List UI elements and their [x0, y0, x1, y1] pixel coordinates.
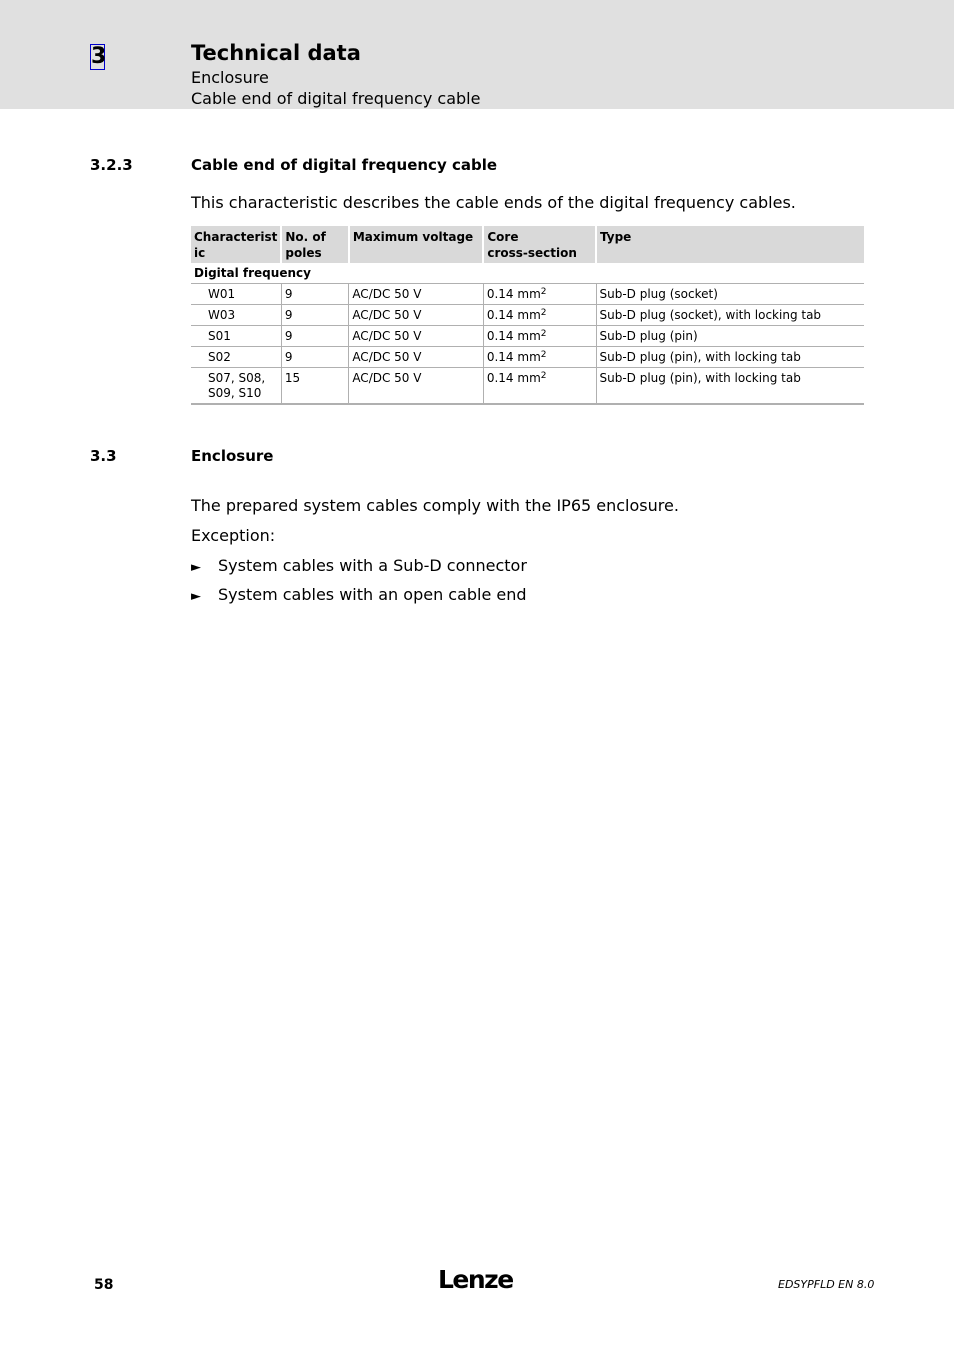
cell-characteristic: S01: [191, 326, 281, 347]
header-title: Technical data: [191, 41, 361, 65]
cable-end-table: [191, 226, 864, 405]
list-item: ► System cables with a Sub-D connector: [191, 556, 527, 575]
bullet-arrow-icon: ►: [191, 560, 201, 575]
cell-voltage: AC/DC 50 V: [349, 347, 484, 368]
document-id: EDSYPFLD EN 8.0: [778, 1278, 875, 1291]
table-group-row: [191, 263, 864, 284]
list-item: ► System cables with an open cable end: [191, 585, 527, 604]
cell-voltage: AC/DC 50 V: [349, 368, 484, 405]
cell-poles: 9: [281, 326, 348, 347]
cell-core: 0.14 $mm^2$: [483, 347, 596, 368]
section-number: 3.2.3: [90, 156, 133, 174]
cell-core: 0.14 $mm^2$: [483, 305, 596, 326]
lenze-logo: Lenze: [438, 1265, 513, 1294]
cell-poles: 9: [281, 347, 348, 368]
cell-characteristic: S07, S08, S09, S10: [191, 368, 281, 405]
section-title: Cable end of digital frequency cable: [191, 156, 498, 174]
header-core: Core cross-section: [483, 226, 596, 263]
cell-core: 0.14 $mm^2$: [483, 326, 596, 347]
header-type: Type: [596, 226, 864, 263]
cell-type: Sub-D plug (pin), with locking tab: [596, 347, 864, 368]
header-poles: No. of poles: [281, 226, 348, 263]
cell-type: Sub-D plug (socket): [596, 284, 864, 305]
cell-characteristic: W03: [191, 305, 281, 326]
page-number: 58: [94, 1277, 114, 1293]
header-subtitle-2: Cable end of digital frequency cable: [191, 89, 481, 108]
group-label: Digital frequency: [191, 263, 864, 284]
table-row: [191, 284, 864, 305]
cell-core: 0.14 $mm^2$: [483, 368, 596, 405]
cell-core: 0.14 $mm^2$: [483, 284, 596, 305]
bullet-arrow-icon: ►: [191, 589, 201, 604]
cell-poles: 9: [281, 284, 348, 305]
cell-characteristic: S02: [191, 347, 281, 368]
cell-poles: 15: [281, 368, 348, 405]
cell-poles: 9: [281, 305, 348, 326]
header-subtitle-1: Enclosure: [191, 68, 269, 87]
table-row: [191, 347, 864, 368]
exception-label: Exception:: [191, 526, 276, 545]
chapter-number-link[interactable]: 3: [91, 44, 107, 69]
cell-voltage: AC/DC 50 V: [349, 305, 484, 326]
section-intro: This characteristic describes the cable ends of the digital frequency cables.: [191, 193, 796, 212]
section-number: 3.3: [90, 447, 117, 465]
cell-characteristic: W01: [191, 284, 281, 305]
section-title: Enclosure: [191, 447, 274, 465]
table-header-row: [191, 226, 864, 263]
table-row: [191, 305, 864, 326]
header-characteristic: Characterist ic: [191, 226, 281, 263]
table-row: [191, 368, 864, 405]
cell-type: Sub-D plug (pin), with locking tab: [596, 368, 864, 405]
section-paragraph: The prepared system cables comply with the IP65 enclosure.: [191, 496, 679, 515]
table-row: [191, 326, 864, 347]
cell-type: Sub-D plug (socket), with locking tab: [596, 305, 864, 326]
header-voltage: Maximum voltage: [349, 226, 484, 263]
cell-voltage: AC/DC 50 V: [349, 326, 484, 347]
cell-voltage: AC/DC 50 V: [349, 284, 484, 305]
cell-type: Sub-D plug (pin): [596, 326, 864, 347]
